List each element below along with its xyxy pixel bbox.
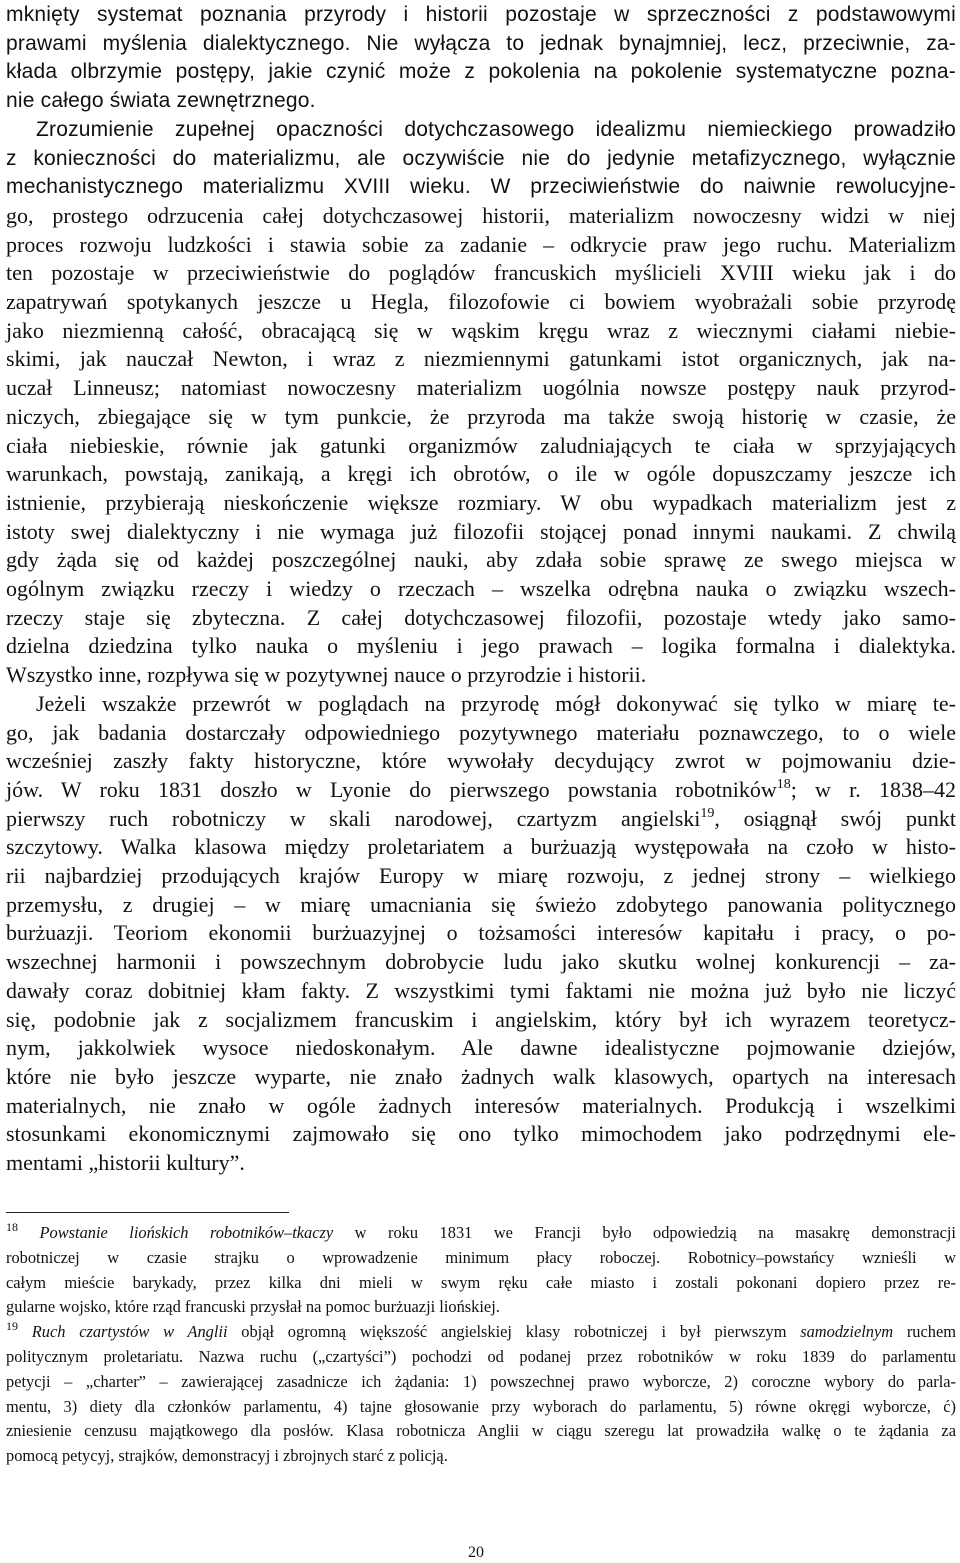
footnote-line: pomocą petycyj, strajków, demonstracyj i zbrojnych starć z policją. (6, 1446, 448, 1466)
text-line: niczych, zbiegające się w tym punkcie, że przyroda ma także swoją historię w czasie, że (6, 403, 956, 429)
footnote-number: 19 (6, 1319, 18, 1334)
text-line: skimi, jak nauczał Newton, i wraz z niezmiennymi gatunkami istot organicznych, jak na- (6, 346, 956, 372)
text-line (6, 806, 956, 832)
text-line: go, prostego odrzucenia całej dotychczasowej historii, materializm nowoczesny widzi w niej (6, 202, 956, 228)
text-line: zapatrywań spotykanych jeszcze u Hegla, filozofowie ci bowiem wyobrażali sobie przyrodę (6, 289, 956, 314)
footnote-line (6, 1321, 956, 1343)
text-span: ruchem (893, 1322, 956, 1342)
text-line: ogólnym związku rzeczy i wiedzy o rzeczach – wszelka odrębna nauka o związku wszech- (6, 576, 956, 601)
text-line: dawały coraz dobitniej kłam fakty. Z wszystkimi tymi faktami nie można już było nie liczyć (6, 977, 956, 1003)
text-line: które nie było jeszcze wyparte, nie znało żadnych walk klasowych, opartych na interesach (6, 1063, 956, 1089)
text-line: ten pozostaje w przeciwieństwie do poglądów francuskich myślicieli XVIII wieku jak i do (6, 260, 956, 286)
footnote-reference[interactable]: 18 (776, 776, 791, 792)
footnote-line (6, 1222, 956, 1244)
text-line: jako niezmienną całość, obracającą się w wąskim kręgu wraz z wiecznymi ciałami niebie- (6, 317, 956, 343)
text-line: się, podobnie jak z socjalizmem francuskim i angielskim, który był ich wyrazem teoretycz- (6, 1006, 956, 1032)
footnote-term: Powstanie liońskich robotników–tkaczy (39, 1223, 334, 1242)
text-line: mknięty systemat poznania przyrody i historii pozostaje w sprzeczności z podstawowymi (6, 3, 956, 26)
text-span: objął ogromną większość angielskiej klasy robotniczej i był pierwszym (227, 1322, 801, 1342)
emphasis: samodzielnym (800, 1322, 894, 1342)
text-line: z konieczności do materializmu, ale oczywiście nie do jedynie metafizycznego, wyłącznie (6, 146, 956, 170)
text-line: warunkach, powstają, zanikają, a kręgi ich obrotów, o ile w ogóle dopuszczamy jeszcze ich (6, 461, 956, 487)
footnote-line: zniesienie cenzusu majątkowego dla posłów. Klasa robotnicza Anglii w ciągu szeregu lat prowadziła walkę o te żądania za (6, 1421, 956, 1441)
footnote-line: robotniczej w czasie strajku o wprowadzenie minimum płacy roboczej. Robotnicy–powstańcy wznieśli w (6, 1247, 956, 1267)
text-line (6, 777, 956, 803)
text-line: proces rozwoju ludzkości i stawia sobie za zadanie – odkrycie praw jego ruchu. Materializm (6, 231, 956, 257)
text-line: wcześniej zaszły fakty historyczne, które wywołały decydujący zwrot w pojmowaniu dzie- (6, 748, 956, 774)
page-number: 20 (468, 1544, 484, 1561)
text-line: istoty swej dialektyczny i nie wymaga już filozofii stojącej ponad innymi naukami. Z chwilą (6, 518, 956, 544)
text-line: mentami „historii kultury”. (6, 1150, 245, 1175)
footnote-line: całym mieście barykady, przez kilka dni mieli w swym ręku całe miasto i zostali pokonani dopiero przez re- (6, 1272, 956, 1292)
footnote-separator (6, 1212, 289, 1213)
text-span: ; w r. 1838–42 (790, 776, 956, 802)
text-line: przemysłu, z drugiej – w miarę umacniania się świeżo zdobytego panowania politycznego (6, 891, 956, 917)
footnote-reference[interactable]: 19 (700, 805, 715, 821)
text-line: prawami myślenia dialektycznego. Nie wyłącza to jednak bynajmniej, lecz, przeciwnie, za- (6, 31, 956, 55)
text-line: szczytowy. Walka klasowa między proletariatem a burżuazją występowała na czoło w histo- (6, 834, 956, 860)
text-line: gdy żąda się od każdej poszczególnej nauki, aby zdała sobie sprawę ze swego miejsca w (6, 547, 956, 573)
footnote-number: 18 (6, 1220, 18, 1234)
text-span: w roku 1831 we Francji było odpowiedzią na masakrę demonstracji (333, 1223, 956, 1242)
text-line: uczał Linneusz; natomiast nowoczesny materializm uogólnia nowsze postępy nauk przyrod- (6, 375, 956, 401)
text-line: kłada olbrzymie postępy, jakie czynić może z pokolenia na pokolenie systematyczne pozna- (6, 60, 956, 84)
text-line: nie całego świata zewnętrznego. (6, 89, 316, 113)
footnote-line: mentu, 3) diety dla członków parlamentu, 4) tajne głosowanie przy wyborach do parlamentu, 5) równe okręgi wyborcze, ć) (6, 1396, 956, 1416)
footnote-line: petycji – „charter” – zawierającej zasadnicze ich żądania: 1) powszechnej prawo wyborcze, 2) coroczne wybory do parla- (6, 1371, 956, 1391)
footnote-line: politycznym proletariatu. Nazwa ruchu („czartyści”) pochodzi od podanej przez robotników w roku 1839 do parlamentu (6, 1347, 956, 1366)
text-line: wszechnej harmonii i powszechnym dobrobycie ludu jako skutku wolnej konkurencji – za- (6, 949, 956, 975)
text-line: Wszystko inne, rozpływa się w pozytywnej nauce o przyrodzie i historii. (6, 662, 647, 688)
text-line: Zrozumienie zupełnej opaczności dotychczasowego idealizmu niemieckiego prowadziło (36, 117, 956, 141)
footnote-line: gularne wojsko, które rząd francuski przysłał na pomoc burżuazji liońskiej. (6, 1297, 500, 1317)
text-line: mechanistycznego materializmu XVIII wieku. W przeciwieństwie do naiwnie rewolucyjne- (6, 175, 956, 199)
text-line: go, jak badania dostarczały odpowiedniego pozytywnego materiału poznawczego, to o wiele (6, 719, 956, 745)
text-line: ciała niebieskie, równie jak gatunki organizmów zaludniających te ciała w sprzyjających (6, 432, 956, 458)
text-line: istnienie, przybierają nieskończenie większe rozmiary. W obu wypadkach materializm jest z (6, 489, 956, 515)
text-span: , osiągnął swój punkt (714, 805, 956, 831)
text-line: stosunkami ekonomicznymi zajmowało się ono tylko mimochodem jako podrzędnymi ele- (6, 1121, 956, 1147)
text-line: dzielna dziedzina tylko nauka o myśleniu i jego prawach – logika formalna i dialektyka. (6, 633, 956, 659)
footnote-term: Ruch czartystów w Anglii (31, 1322, 228, 1342)
text-line: nym, jakkolwiek wysoce niedoskonałym. Ale dawne idealistyczne pojmowanie dziejów, (6, 1035, 956, 1061)
text-line: Jeżeli wszakże przewrót w poglądach na przyrodę mógł dokonywać się tylko w miarę te- (36, 690, 956, 716)
text-line: rii najbardziej przodujących krajów Europy w miarę rozwoju, z jednej strony – wielkiego (6, 863, 956, 888)
text-span: pierwszy ruch robotniczy w skali narodowej, czartyzm angielski (6, 805, 701, 831)
text-line: rzeczy staje się zbyteczna. Z całej dotychczasowej filozofii, pozostaje wtedy jako samo- (6, 604, 956, 630)
text-line: materialnych, nie znało w ogóle żadnych interesów materialnych. Produkcją i wszelkimi (6, 1092, 956, 1118)
text-line: burżuazji. Teoriom ekonomii burżuazyjnej o tożsamości interesów kapitału i pracy, o po- (6, 920, 956, 946)
text-span: jów. W roku 1831 doszło w Lyonie do pierwszego powstania robotników (6, 776, 777, 802)
